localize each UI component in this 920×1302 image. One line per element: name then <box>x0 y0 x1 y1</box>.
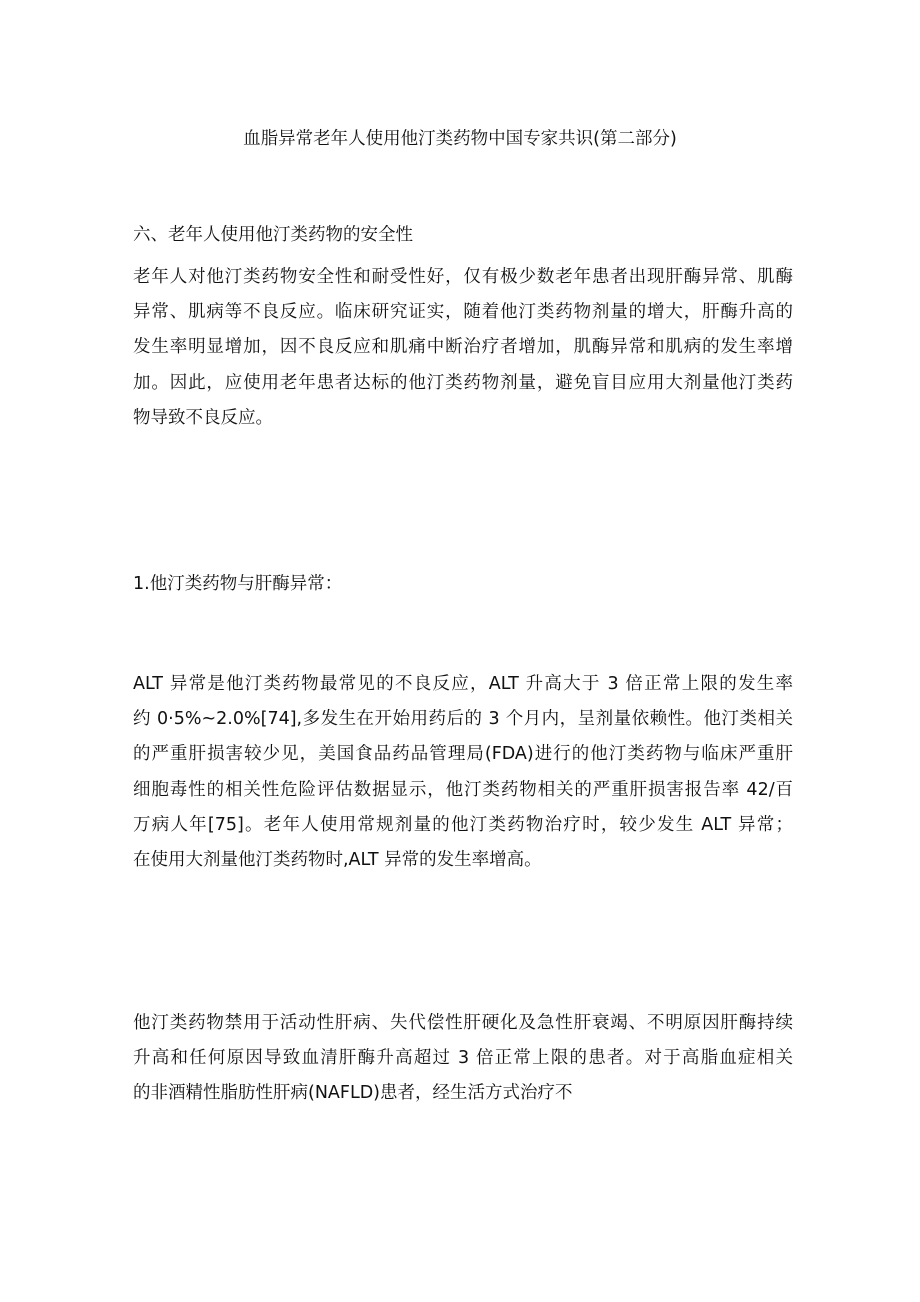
subsection-heading: 1.他汀类药物与肝酶异常： <box>133 574 343 594</box>
paragraph-line: 在使用大剂量他汀类药物时,ALT 异常的发生率增高。 <box>133 849 542 870</box>
document-title: 血脂异常老年人使用他汀类药物中国专家共识(第二部分) <box>243 129 677 149</box>
paragraph-line: 发生率明显增加，因不良反应和肌痛中断治疗者增加，肌酶异常和肌病的发生率增 <box>133 337 793 358</box>
intro-paragraph <box>133 260 793 436</box>
paragraph-line: 的非酒精性脂肪性肝病(NAFLD)患者，经生活方式治疗不 <box>133 1083 573 1104</box>
paragraph-line: 他汀类药物禁用于活动性肝病、失代偿性肝硬化及急性肝衰竭、不明原因肝酶持续 <box>133 1013 793 1033</box>
contraindication-paragraph <box>133 1006 793 1112</box>
alt-paragraph <box>133 667 793 878</box>
paragraph-line: 的严重肝损害较少见，美国食品药品管理局(FDA)进行的他汀类药物与临床严重肝 <box>133 744 793 765</box>
paragraph-line: 约 0·5%~2.0%[74],多发生在开始用药后的 3 个月内，呈剂量依赖性。他汀类相关 <box>133 709 793 730</box>
paragraph-line: 万病人年[75]。老年人使用常规剂量的他汀类药物治疗时，较少发生 ALT 异常； <box>133 814 793 835</box>
paragraph-line: 异常、肌病等不良反应。临床研究证实，随着他汀类药物剂量的增大，肝酶升高的 <box>133 302 793 323</box>
paragraph-line: ALT 异常是他汀类药物最常见的不良反应，ALT 升高大于 3 倍正常上限的发生率 <box>133 674 793 694</box>
paragraph-line: 细胞毒性的相关性危险评估数据显示，他汀类药物相关的严重肝损害报告率 42/百 <box>133 779 793 800</box>
paragraph-line: 升高和任何原因导致血清肝酶升高超过 3 倍正常上限的患者。对于高脂血症相关 <box>133 1048 793 1069</box>
paragraph-line: 加。因此，应使用老年患者达标的他汀类药物剂量，避免盲目应用大剂量他汀类药 <box>133 372 793 393</box>
paragraph-line: 物导致不良反应。 <box>133 407 273 428</box>
paragraph-line: 老年人对他汀类药物安全性和耐受性好，仅有极少数老年患者出现肝酶异常、肌酶 <box>133 267 793 287</box>
section-heading: 六、老年人使用他汀类药物的安全性 <box>133 225 413 245</box>
